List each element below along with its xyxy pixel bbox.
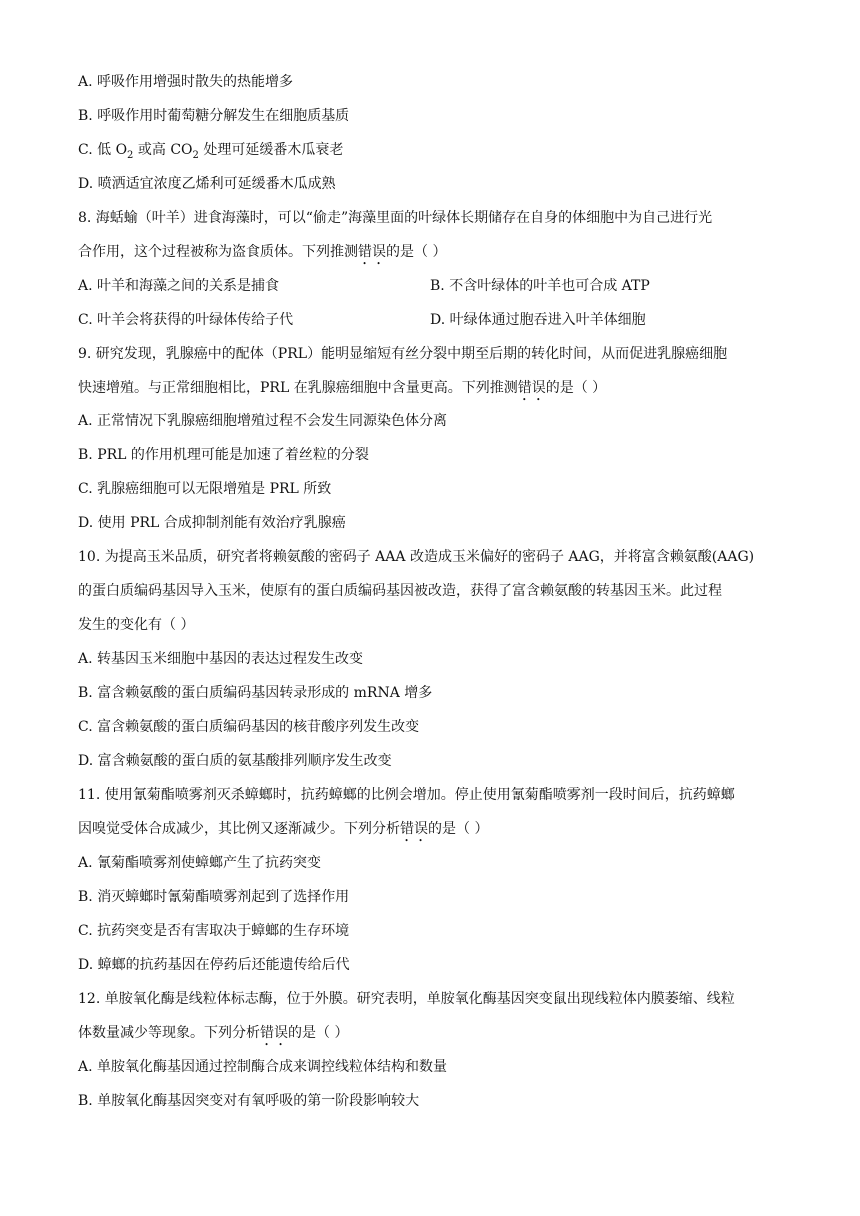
q8-stem-line-2: 合作用，这个过程被称为盗食质体。下列推测错误的是（ ） bbox=[78, 244, 447, 260]
q11-option-c: C. 抗药突变是否有害取决于蟑螂的生存环境 bbox=[78, 923, 350, 939]
q10-stem-line-1: 10. 为提高玉米品质，研究者将赖氨酸的密码子 AAA 改造成玉米偏好的密码子 AAG，并将富含赖氨酸(AAG) bbox=[78, 549, 755, 565]
q7-option-c: C. 低 $O_2$ 或高 $CO_2$ 处理可延缓番木瓜衰老 bbox=[78, 142, 344, 161]
q10-option-d: D. 富含赖氨酸的蛋白质的氨基酸排列顺序发生改变 bbox=[78, 753, 392, 769]
q8-option-b: B. 不含叶绿体的叶羊也可合成 ATP bbox=[430, 278, 650, 294]
q10-stem-line-3: 发生的变化有（ ） bbox=[78, 617, 195, 633]
q12-option-b: B. 单胺氧化酶基因突变对有氧呼吸的第一阶段影响较大 bbox=[78, 1093, 420, 1109]
q11-stem-line-1: 11. 使用氰菊酯喷雾剂灭杀蟑螂时，抗药蟑螂的比例会增加。停止使用氰菊酯喷雾剂一段时间后，抗药蟑螂 bbox=[78, 787, 735, 803]
q9-option-b: B. PRL 的作用机理可能是加速了着丝粒的分裂 bbox=[78, 447, 369, 463]
q11-option-b: B. 消灭蟑螂时氰菊酯喷雾剂起到了选择作用 bbox=[78, 889, 350, 905]
q8-stem-line-1: 8. 海蛞蝓（叶羊）进食海藻时，可以“偷走”海藻里面的叶绿体长期储存在自身的体细胞中为自己进行光 bbox=[78, 210, 713, 226]
q12-stem-line-2: 体数量减少等现象。下列分析错误的是（ ） bbox=[78, 1025, 349, 1041]
q9-stem-line-2: 快速增殖。与正常细胞相比，PRL 在乳腺癌细胞中含量更高。下列推测错误的是（ ） bbox=[78, 380, 607, 396]
q9-option-a: A. 正常情况下乳腺癌细胞增殖过程不会发生同源染色体分离 bbox=[78, 413, 448, 429]
q9-option-d: D. 使用 PRL 合成抑制剂能有效治疗乳腺癌 bbox=[78, 515, 346, 531]
q11-option-a: A. 氰菊酯喷雾剂使蟑螂产生了抗药突变 bbox=[78, 855, 322, 871]
q8-option-d: D. 叶绿体通过胞吞进入叶羊体细胞 bbox=[430, 312, 646, 328]
q11-stem-line-2: 因嗅觉受体合成减少，其比例又逐渐减少。下列分析错误的是（ ） bbox=[78, 821, 489, 837]
q12-option-a: A. 单胺氧化酶基因通过控制酶合成来调控线粒体结构和数量 bbox=[78, 1059, 448, 1075]
q10-option-c: C. 富含赖氨酸的蛋白质编码基因的核苷酸序列发生改变 bbox=[78, 719, 420, 735]
q9-stem-line-1: 9. 研究发现，乳腺癌中的配体（PRL）能明显缩短有丝分裂中期至后期的转化时间，从而促进乳腺癌细胞 bbox=[78, 346, 728, 362]
q11-option-d: D. 蟑螂的抗药基因在停药后还能遗传给后代 bbox=[78, 957, 350, 973]
q10-option-a: A. 转基因玉米细胞中基因的表达过程发生改变 bbox=[78, 651, 364, 667]
q10-stem-line-2: 的蛋白质编码基因导入玉米，使原有的蛋白质编码基因被改造，获得了富含赖氨酸的转基因玉米。此过程 bbox=[78, 583, 722, 599]
q10-option-b: B. 富含赖氨酸的蛋白质编码基因转录形成的 mRNA 增多 bbox=[78, 685, 433, 701]
q12-stem-line-1: 12. 单胺氧化酶是线粒体标志酶，位于外膜。研究表明，单胺氧化酶基因突变鼠出现线粒体内膜萎缩、线粒 bbox=[78, 991, 735, 1007]
q8-option-a: A. 叶羊和海藻之间的关系是捕食 bbox=[78, 278, 280, 294]
q7-option-d: D. 喷洒适宜浓度乙烯利可延缓番木瓜成熟 bbox=[78, 176, 336, 192]
q7-option-a: A. 呼吸作用增强时散失的热能增多 bbox=[78, 74, 294, 90]
q7-option-b: B. 呼吸作用时葡萄糖分解发生在细胞质基质 bbox=[78, 108, 350, 124]
q9-option-c: C. 乳腺癌细胞可以无限增殖是 PRL 所致 bbox=[78, 481, 332, 497]
q8-option-c: C. 叶羊会将获得的叶绿体传给子代 bbox=[78, 312, 294, 328]
